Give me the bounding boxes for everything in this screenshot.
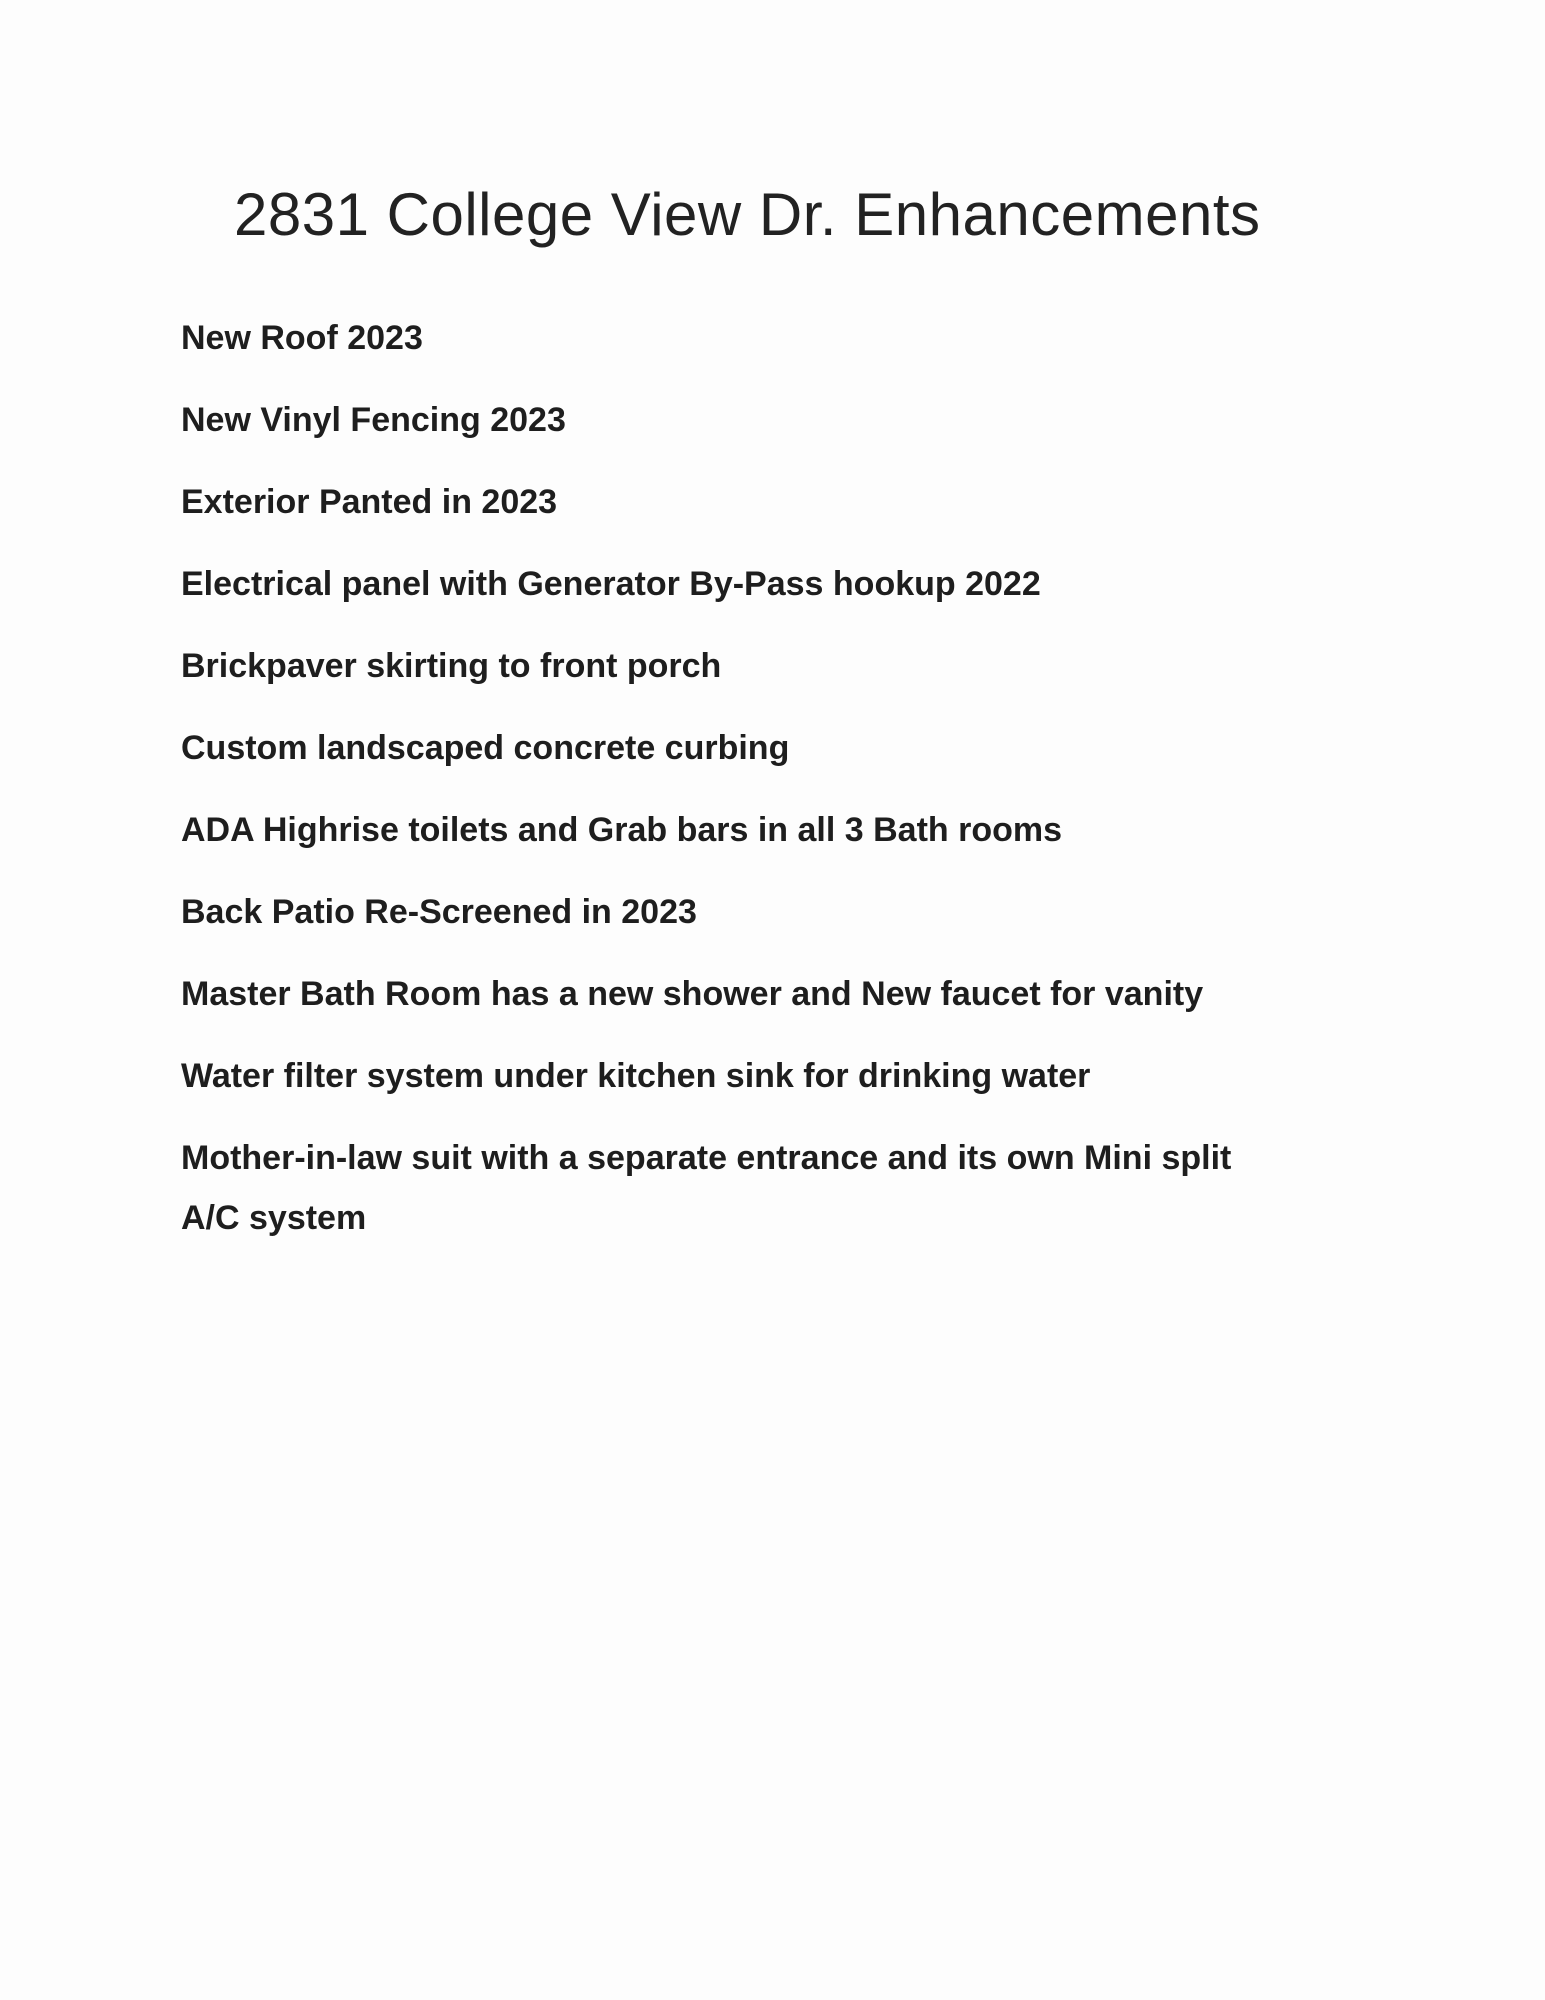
list-item: Exterior Panted in 2023 xyxy=(181,483,558,521)
list-item: Back Patio Re-Screened in 2023 xyxy=(181,893,697,931)
enhancements-list xyxy=(181,308,1331,1248)
list-item: Mother-in-law suit with a separate entrance and its own Mini split A/C system xyxy=(181,1139,1232,1237)
list-item: New Vinyl Fencing 2023 xyxy=(181,401,566,439)
list-item: Electrical panel with Generator By-Pass hookup 2022 xyxy=(181,565,1041,603)
list-item: ADA Highrise toilets and Grab bars in all 3 Bath rooms xyxy=(181,811,1063,849)
list-item: New Roof 2023 xyxy=(181,319,423,357)
list-item: Brickpaver skirting to front porch xyxy=(181,647,722,685)
list-item: Water filter system under kitchen sink for drinking water xyxy=(181,1057,1091,1095)
list-item: Master Bath Room has a new shower and New faucet for vanity xyxy=(181,975,1204,1013)
list-item: Custom landscaped concrete curbing xyxy=(181,729,790,767)
document-title: 2831 College View Dr. Enhancements xyxy=(234,181,1261,248)
